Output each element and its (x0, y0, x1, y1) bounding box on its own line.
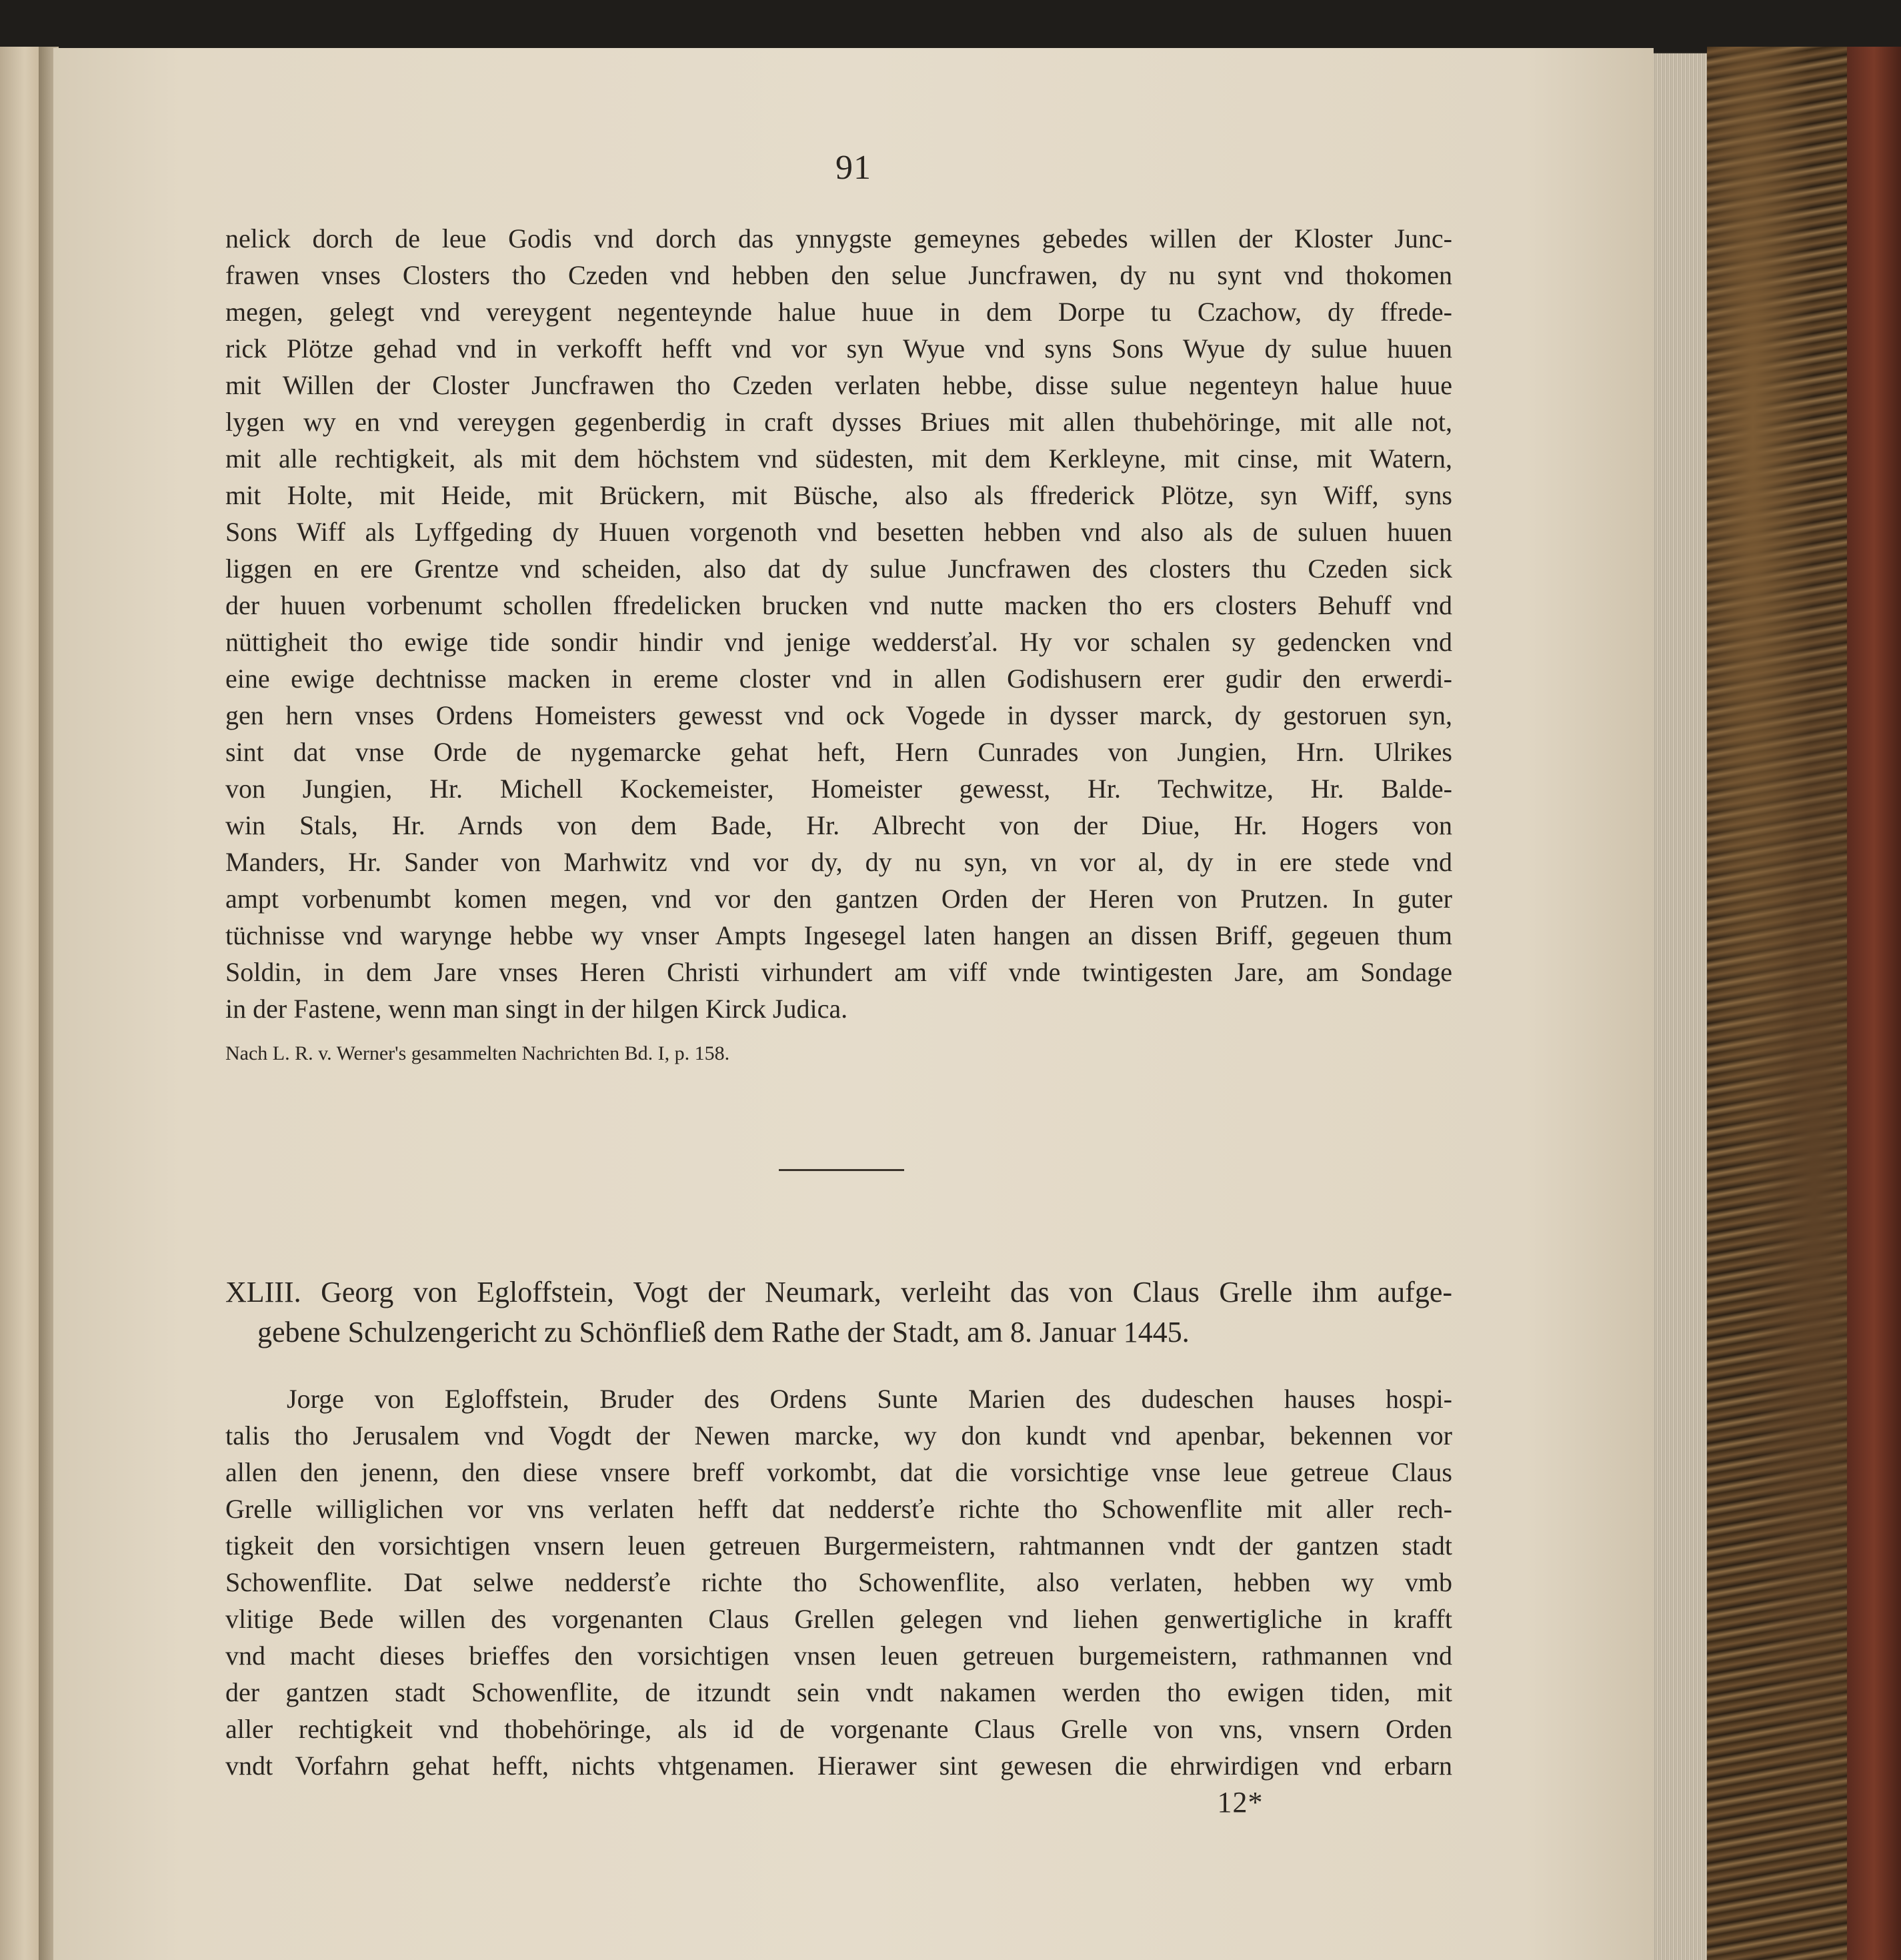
text-line: mit alle rechtigkeit, als mit dem höchstem vnd südesten, mit dem Kerkleyne, mit cinse, mit Watern, (225, 443, 1452, 473)
text-line: liggen en ere Grentze vnd scheiden, also dat dy sulue Juncfrawen des closters thu Czeden sick (225, 554, 1452, 584)
text-line: gen hern vnses Ordens Homeisters gewesst vnd ock Vogede in dysser marck, dy gestoruen syn, (225, 700, 1452, 730)
text-line: Sons Wiff als Lyffgeding dy Huuen vorgenoth vnd besetten hebben vnd also als de suluen huuen (225, 517, 1452, 547)
text-line: eine ewige dechtnisse macken in ereme closter vnd in allen Godishusern erer gudir den erwerdi- (225, 664, 1452, 694)
text-line: in der Fastene, wenn man singt in der hilgen Kirck Judica. (225, 994, 848, 1024)
text-line: Schowenflite. Dat selwe neddersťe richte tho Schowenflite, also verlaten, hebben wy vmb (225, 1567, 1452, 1597)
text-line: lygen wy en vnd vereygen gegenberdig in craft dysses Briues mit allen thubehöringe, mit alle not, (225, 407, 1452, 437)
text-line: der gantzen stadt Schowenflite, de itzundt sein vndt nakamen werden tho ewigen tiden, mit (225, 1677, 1452, 1707)
text-line: Grelle williglichen vor vns verlaten hefft dat neddersťe richte tho Schowenflite mit aller rech- (225, 1494, 1452, 1524)
text-line: Soldin, in dem Jare vnses Heren Christi virhundert am viff vnde twintigesten Jare, am Sondage (225, 957, 1452, 987)
charter-heading-line: XLIII. Georg von Egloffstein, Vogt der Neumark, verleiht das von Claus Grelle ihm aufge- (225, 1276, 1452, 1308)
cover-binding (1847, 47, 1901, 1960)
text-line: win Stals, Hr. Arnds von dem Bade, Hr. Albrecht von der Diue, Hr. Hogers von (225, 810, 1452, 840)
facing-page-edge (0, 47, 41, 1960)
charter-heading-line: gebene Schulzengericht zu Schönfließ dem Rathe der Stadt, am 8. Januar 1445. (257, 1316, 1190, 1348)
text-line: talis tho Jerusalem vnd Vogdt der Newen marcke, wy don kundt vnd apenbar, bekennen vor (225, 1420, 1452, 1450)
page-edges (1647, 53, 1714, 1960)
text-line: von Jungien, Hr. Michell Kockemeister, Homeister gewesst, Hr. Techwitze, Hr. Balde- (225, 774, 1452, 804)
book-page (53, 48, 1654, 1960)
text-line: Manders, Hr. Sander von Marhwitz vnd vor dy, dy nu syn, vn vor al, dy in ere stede vnd (225, 847, 1452, 877)
text-line: der huuen vorbenumt schollen ffredelicken brucken vnd nutte macken tho ers closters Behuff vnd (225, 590, 1452, 620)
text-line: nüttigheit tho ewige tide sondir hindir vnd jenige weddersťal. Hy vor schalen sy gedencken vnd (225, 627, 1452, 657)
text-line: allen den jenenn, den diese vnsere breff vorkombt, dat die vorsichtige vnse leue getreue Claus (225, 1457, 1452, 1487)
signature-mark: 12* (1217, 1786, 1264, 1819)
text-line: nelick dorch de leue Godis vnd dorch das ynnygste gemeynes gebedes willen der Kloster Junc- (225, 223, 1452, 253)
text-line: ampt vorbenumbt komen megen, vnd vor den gantzen Orden der Heren von Prutzen. In guter (225, 884, 1452, 914)
text-line: frawen vnses Closters tho Czeden vnd hebben den selue Juncfrawen, dy nu synt vnd thokomen (225, 260, 1452, 290)
text-line: Jorge von Egloffstein, Bruder des Ordens Sunte Marien des dudeschen hauses hospi- (287, 1384, 1452, 1414)
text-line: mit Willen der Closter Juncfrawen tho Czeden verlaten hebbe, disse sulue negenteyn halue huue (225, 370, 1452, 400)
text-line: tüchnisse vnd warynge hebbe wy vnser Ampts Ingesegel laten hangen an dissen Briff, gegeuen thum (225, 920, 1452, 950)
text-line: mit Holte, mit Heide, mit Brückern, mit Büsche, also als ffrederick Plötze, syn Wiff, syns (225, 480, 1452, 510)
text-line: vnd macht dieses brieffes den vorsichtigen vnsen leuen getreuen burgemeistern, rathmannen vnd (225, 1641, 1452, 1671)
text-line: aller rechtigkeit vnd thobehöringe, als id de vorgenante Claus Grelle von vns, vnsern Orden (225, 1714, 1452, 1744)
text-line: vlitige Bede willen des vorgenanten Claus Grellen gelegen vnd liehen genwertigliche in krafft (225, 1604, 1452, 1634)
text-line: rick Plötze gehad vnd in verkofft hefft vnd vor syn Wyue vnd syns Sons Wyue dy sulue huuen (225, 333, 1452, 363)
source-note: Nach L. R. v. Werner's gesammelten Nachrichten Bd. I, p. 158. (225, 1042, 730, 1064)
background-strip (0, 0, 1901, 52)
text-line: tigkeit den vorsichtigen vnsern leuen getreuen Burgermeistern, rahtmannen vndt der gantzen stadt (225, 1531, 1452, 1561)
page-number: 91 (835, 149, 871, 187)
text-line: sint dat vnse Orde de nygemarcke gehat heft, Hern Cunrades von Jungien, Hrn. Ulrikes (225, 737, 1452, 767)
text-line: vndt Vorfahrn gehat hefft, nichts vhtgenamen. Hierawer sint gewesen die ehrwirdigen vnd erbarn (225, 1751, 1452, 1781)
marbled-cover (1707, 47, 1860, 1960)
section-separator (779, 1169, 904, 1171)
text-line: megen, gelegt vnd vereygent negenteynde halue huue in dem Dorpe tu Czachow, dy ffrede- (225, 297, 1452, 327)
